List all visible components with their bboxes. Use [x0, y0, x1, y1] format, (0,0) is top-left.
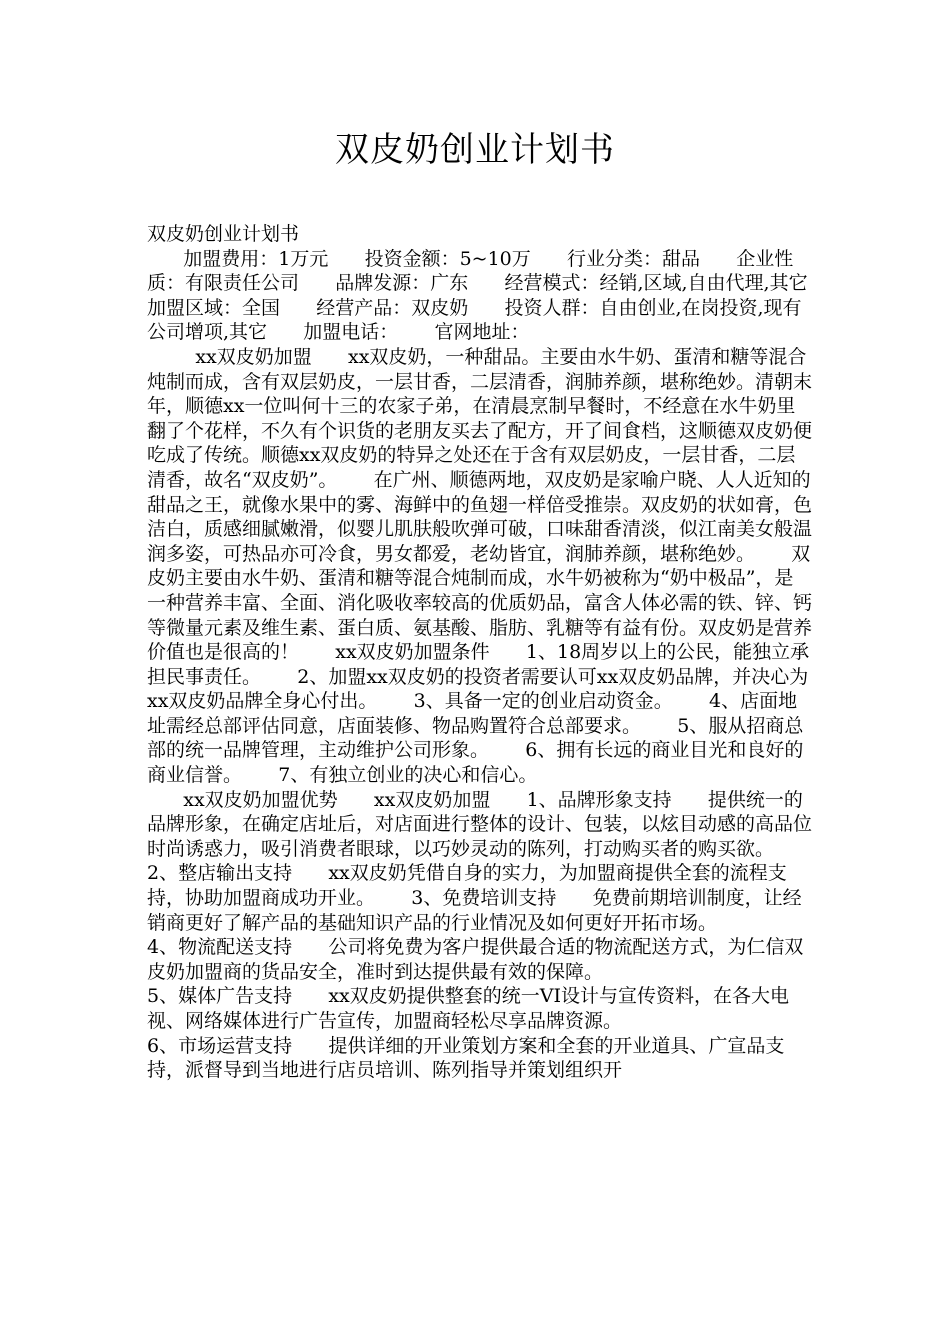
- document-body-text: 双皮奶创业计划书 加盟费用：1万元 投资金额：5~10万 行业分类：甜品 企业性质：有限责任公司 品牌发源：广东 经营模式：经销,区域,自由代理,其它 加盟区域：全国 经营产品：双皮奶 投资人群：自由创业,在岗投资,现有公司增项,其它 加盟电话： 官网地址： xx双皮奶加盟 xx双皮奶，一种甜品。主要由水牛奶、蛋清和糖等混合炖制而成，含有双层奶皮，一层甘香，二层清香，润肺养颜，堪称绝妙。清朝末年，顺德xx一位叫何十三的农家子弟，在清晨烹制早餐时，不经意在水牛奶里翻了个花样，不久有个识货的老朋友买去了配方，开了间食档，这顺德双皮奶便吃成了传统。顺德xx双皮奶的特异之处还在于含有双层奶皮，一层甘香，二层清香，故名“双皮奶”。 在广州、顺德两地，双皮奶是家喻户晓、人人近知的甜品之王，就像水果中的雾、海鲜中的鱼翅一样倍受推崇。双皮奶的状如膏，色洁白，质感细腻嫩滑，似婴儿肌肤般吹弹可破，口味甜香清淡，似江南美女般温润多姿，可热品亦可冷食，男女都爱，老幼皆宜，润肺养颜，堪称绝妙。 双皮奶主要由水牛奶、蛋清和糖等混合炖制而成，水牛奶被称为“奶中极品”，是一种营养丰富、全面、消化吸收率较高的优质奶品，富含人体必需的铁、锌、钙等微量元素及维生素、蛋白质、氨基酸、脂肪、乳糖等有益有份。双皮奶是营养价值也是很高的！ xx双皮奶加盟条件 1、18周岁以上的公民，能独立承担民事责任。 2、加盟xx双皮奶的投资者需要认可xx双皮奶品牌，并决心为xx双皮奶品牌全身心付出。 3、具备一定的创业启动资金。 4、店面地址需经总部评估同意，店面装修、物品购置符合总部要求。 5、服从招商总部的统一品牌管理，主动维护公司形象。 6、拥有长远的商业目光和良好的商业信誉。 7、有独立创业的决心和信心。 xx双皮奶加盟优势 xx双皮奶加盟 1、品牌形象支持 提供统一的品牌形象，在确定店址后，对店面进行整体的设计、包装，以炫目动感的高品位时尚诱惑力，吸引消费者眼球，以巧妙灵动的陈列，打动购买者的购买欲。 2、整店输出支持 xx双皮奶凭借自身的实力，为加盟商提供全套的流程支持，协助加盟商成功开业。 3、免费培训支持 免费前期培训制度，让经销商更好了解产品的基础知识产品的行业情况及如何更好开拓市场。 4、物流配送支持 公司将免费为客户提供最合适的物流配送方式，为仁信双皮奶加盟商的货品安全，准时到达提供最有效的保障。 5、媒体广告支持 xx双皮奶提供整套的统一VI设计与宣传资料，在各大电视、网络媒体进行广告宣传，加盟商轻松尽享品牌资源。 6、市场运营支持 提供详细的开业策划方案和全套的开业道具、广宣品支持，派督导到当地进行店员培训、陈列指导并策划组织开: [147, 223, 813, 1082]
- document-title: 双皮奶创业计划书: [335, 130, 615, 170]
